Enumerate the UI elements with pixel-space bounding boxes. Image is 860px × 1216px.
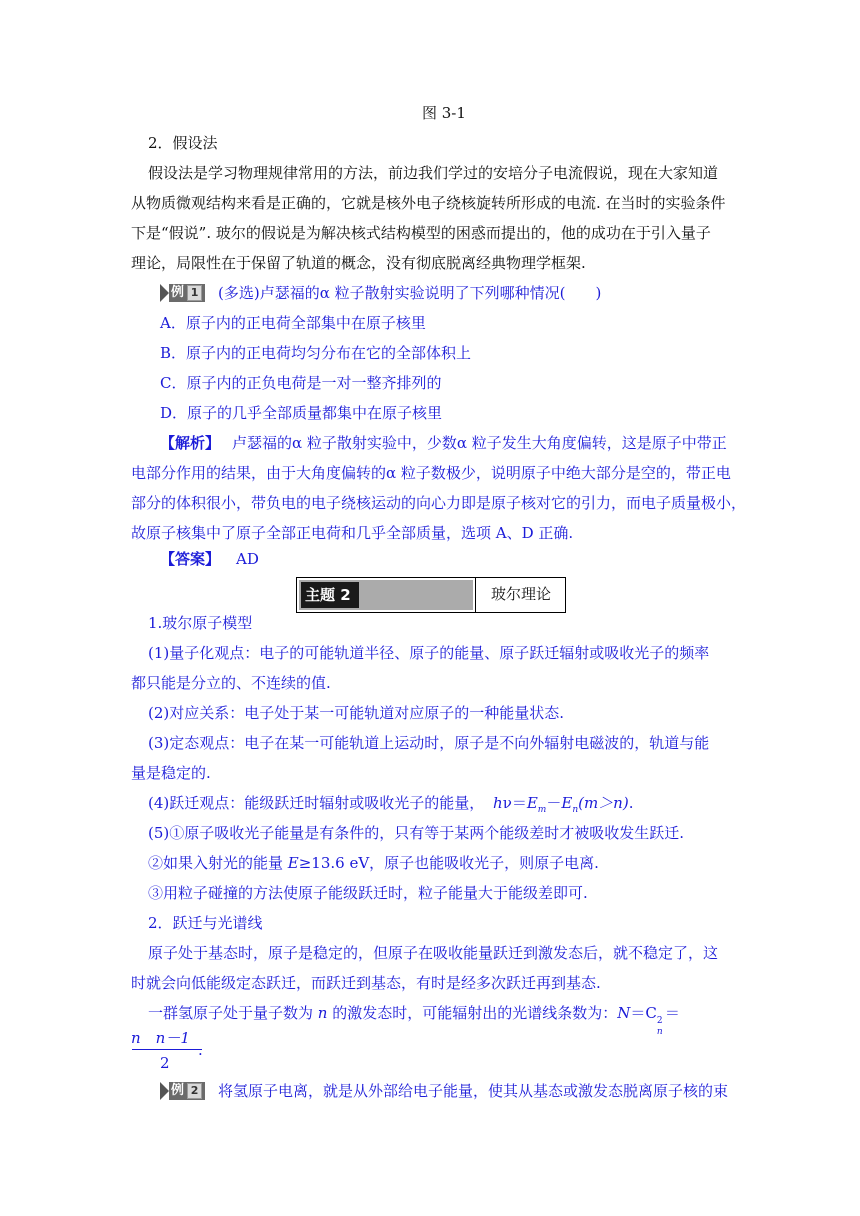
formula-h: h: [493, 794, 503, 812]
p2-text: 一群氢原子处于量子数为: [148, 1004, 318, 1022]
paragraph-line: 下是“假说”. 玻尔的假说是为解决核式结构模型的困惑而提出的，他的成功在于引入量子: [131, 224, 711, 242]
fraction-bar: [132, 1049, 202, 1050]
paragraph-line: 都只能是分立的、不连续的值.: [131, 674, 331, 692]
paragraph-line: [148, 853, 599, 873]
p2-sub: n: [656, 1027, 663, 1037]
p2-text2: 的激发态时，可能辐射出的光谱线条数为：: [327, 1004, 618, 1022]
fraction-denominator: 2: [160, 1054, 170, 1072]
formula-eq: ＝: [511, 794, 527, 812]
option-b: B．原子内的正电荷均匀分布在它的全部体积上: [160, 344, 472, 362]
figure-caption: 图 3-1: [422, 104, 466, 122]
paragraph-line: 时就会向低能级定态跃迁，而跃迁到基态，有时是经多次跃迁再到基态.: [131, 974, 601, 992]
p5b-pre: ②如果入射光的能量: [148, 854, 288, 872]
paragraph-line: ③用粒子碰撞的方法使原子能级跃迁时，粒子能量大于能级差即可.: [148, 884, 588, 902]
p5b-post: ≥13.6 eV，原子也能吸收光子，则原子电离.: [298, 854, 599, 872]
paragraph-line: (1)量子化观点：电子的可能轨道半径、原子的能量、原子跃迁辐射或吸收光子的频率: [148, 644, 710, 662]
example-badge: [160, 1082, 205, 1100]
analysis-line: 电部分作用的结果，由于大角度偏转的α 粒子数极少，说明原子中绝大部分是空的，带正电: [131, 464, 731, 482]
fraction-end: .: [198, 1041, 203, 1059]
paragraph-line: [148, 793, 633, 816]
badge-number: 2: [187, 1083, 202, 1099]
p2-eq2: ＝: [664, 1004, 680, 1022]
answer-value: AD: [236, 550, 259, 568]
answer-label: 【答案】: [160, 550, 221, 568]
example-question: 将氢原子电离，就是从外部给电子能量，使其从基态或激发态脱离原子核的束: [218, 1082, 729, 1100]
example-badge: [160, 284, 205, 302]
option-a: A．原子内的正电荷全部集中在原子核里: [160, 314, 426, 332]
p2-eq: ＝C: [630, 1004, 657, 1022]
p2-var-N: N: [617, 1004, 631, 1022]
topic-divider: [475, 578, 476, 612]
energy-formula: [493, 794, 634, 815]
example-question: (多选)卢瑟福的α 粒子散射实验说明了下列哪种情况( ): [218, 284, 602, 302]
paragraph-line: 从物质微观结构来看是正确的，它就是核外电子绕核旋转所形成的电流. 在当时的实验条件: [131, 194, 726, 212]
analysis-line: 部分的体积很小，带负电的电子绕核运动的向心力即是原子核对它的引力，而电子质量极小，: [131, 494, 747, 512]
option-d: D．原子的几乎全部质量都集中在原子核里: [160, 404, 443, 422]
topic-header: [296, 577, 566, 613]
topic-tag: 主题 2: [301, 582, 359, 608]
analysis-line: 故原子核集中了原子全部正电荷和几乎全部质量，选项 A、D 正确.: [131, 524, 574, 542]
analysis-line: 卢瑟福的α 粒子散射实验中，少数α 粒子发生大角度偏转，这是原子中带正: [232, 434, 727, 452]
paragraph-line: 假设法是学习物理规律常用的方法，前边我们学过的安培分子电流假说，现在大家知道: [148, 164, 719, 182]
option-c: C．原子内的正负电荷是一对一整齐排列的: [160, 374, 442, 392]
p5b-var: E: [287, 854, 299, 872]
badge-arrow-icon: [160, 1082, 169, 1100]
paragraph-line: 量是稳定的.: [131, 764, 211, 782]
paragraph-line: 原子处于基态时，原子是稳定的，但原子在吸收能量跃迁到激发态后，就不稳定了，这: [148, 944, 719, 962]
formula-cond: (m＞n): [578, 794, 629, 812]
topic-title: 玻尔理论: [491, 585, 552, 603]
formula-e2: E: [561, 794, 573, 812]
formula-end: .: [628, 794, 634, 812]
paragraph-line: 理论，局限性在于保留了轨道的概念，没有彻底脱离经典物理学框架.: [131, 254, 586, 272]
badge-label: 例: [171, 1083, 185, 1098]
formula-sub-m: m: [537, 805, 547, 815]
badge-arrow-icon: [160, 284, 169, 302]
paragraph-line: (3)定态观点：电子在某一可能轨道上运动时，原子是不向外辐射电磁波的，轨道与能: [148, 734, 710, 752]
paragraph-line: (2)对应关系：电子处于某一可能轨道对应原子的一种能量状态.: [148, 704, 565, 722]
formula-e: E: [526, 794, 538, 812]
fraction-numerator: [131, 1028, 190, 1048]
p2-sup: 2: [656, 1016, 663, 1026]
paragraph-line: [148, 1003, 680, 1037]
p4-text: (4)跃迁观点：能级跃迁时辐射或吸收光子的能量，: [148, 794, 485, 812]
formula-nu: ν: [502, 794, 512, 812]
badge-label: 例: [171, 285, 185, 300]
fraction-num-text: n n－1: [131, 1029, 190, 1047]
p2-var-n: n: [317, 1004, 328, 1022]
badge-number: 1: [187, 285, 202, 301]
section-heading: 1.玻尔原子模型: [148, 614, 253, 632]
section-heading: 2．假设法: [148, 134, 218, 152]
paragraph-line: (5)①原子吸收光子能量是有条件的，只有等于某两个能级差时才被吸收发生跃迁.: [148, 824, 685, 842]
formula-minus: －: [546, 794, 562, 812]
topic-tag-bar: [299, 580, 473, 610]
formula-sub-n: n: [572, 805, 579, 815]
section-heading: 2．跃迁与光谱线: [148, 914, 263, 932]
analysis-label: 【解析】: [160, 434, 221, 452]
